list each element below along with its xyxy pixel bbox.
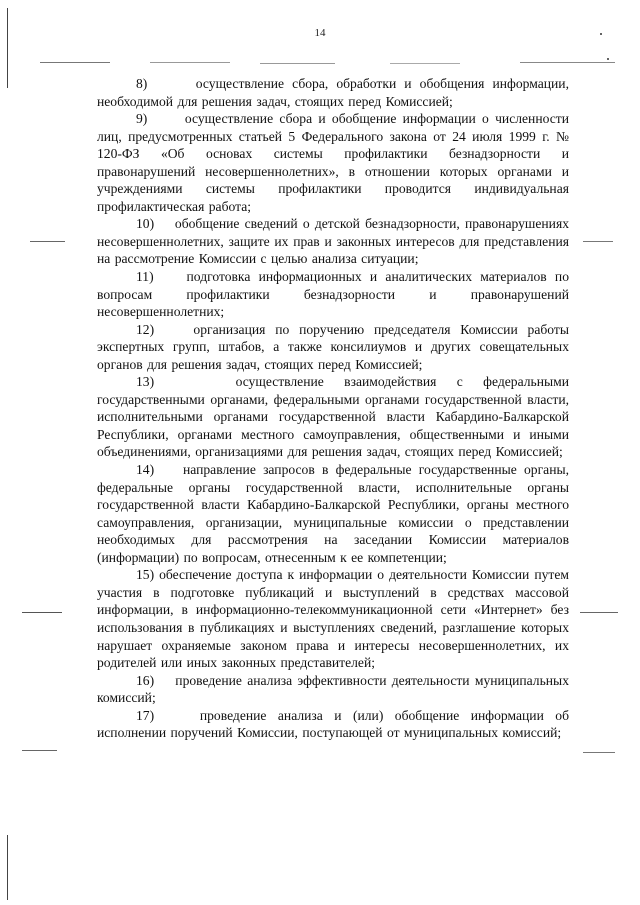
scan-dash — [22, 612, 62, 613]
scan-dash — [260, 63, 335, 64]
scan-edge-left-bottom — [7, 835, 8, 900]
list-item: 9) осуществление сбора и обобщение информации о численности лиц, предусмотренных статьей 5 Федерального закона от 24 июля 1999 г. № 120-ФЗ «Об основах системы профилактики безнадзорности и правонарушений несовершеннолетних», в отношении которых органами и учреждениями системы профилактики проводится индивидуальная профилактическая работа; — [97, 111, 569, 214]
list-item: 16) проведение анализа эффективности деятельности муниципальных комиссий; — [97, 672, 569, 706]
list-item: 13) осуществление взаимодействия с федеральными государственными органами, федеральными органами государственной власти, исполнительными органами государственной власти Кабардино-Балкарской Республики, органами местного самоуправления, общественными и иными объединениями, организациями для решения задач, стоящих перед Комиссией; — [97, 374, 569, 460]
scan-dash — [30, 241, 65, 242]
page-number: 14 — [314, 27, 326, 39]
list-item: 12) организация по поручению председателя Комиссии работы экспертных групп, штабов, а также консилиумов и других совещательных органов для решения задач, стоящих перед Комиссией; — [97, 321, 569, 372]
scan-dash — [390, 63, 460, 64]
list-item: 14) направление запросов в федеральные государственные органы, федеральные органы государственной власти, исполнительные органы государственной власти Кабардино-Балкарской Республики, органы местного самоуправления, организации, муниципальные комиссии о представлении необходимых для рассмотрения на заседании Комиссии материалов (информации) по вопросам, отнесенным к ее компетенции; — [97, 462, 569, 565]
scan-dash — [40, 62, 110, 63]
list-item: 11) подготовка информационных и аналитических материалов по вопросам профилактики безнадзорности и правонарушений несовершеннолетних; — [97, 269, 569, 320]
scan-dash — [583, 752, 615, 753]
list-item: 10) обобщение сведений о детской безнадзорности, правонарушениях несовершеннолетних, защите их прав и законных интересов для представления на рассмотрение Комиссии с целью анализа ситуации; — [97, 216, 569, 267]
scan-dash — [583, 241, 613, 242]
scan-dash — [520, 62, 615, 63]
scan-edge-left — [7, 8, 8, 88]
list-item: 8) осуществление сбора, обработки и обобщения информации, необходимой для решения задач, стоящих перед Комиссией; — [97, 76, 569, 109]
scan-dash — [22, 750, 57, 751]
scan-dot — [607, 58, 609, 60]
scan-dash — [150, 62, 230, 63]
scan-dot — [600, 33, 602, 35]
document-body — [97, 75, 569, 742]
list-item: 17) проведение анализа и (или) обобщение информации об исполнении поручений Комиссии, поступающей от муниципальных комиссий; — [97, 707, 569, 741]
list-item: 15) обеспечение доступа к информации о деятельности Комиссии путем участия в подготовке публикаций и выступлений в средствах массовой информации, в информационно-телекоммуникационной сети «Интернет» без использования в публикациях и выступлениях сведений, разглашение которых нарушает охраняемые законом права и интересы несовершеннолетних, их родителей или иных законных представителей; — [97, 567, 569, 671]
scan-dash — [580, 612, 618, 613]
